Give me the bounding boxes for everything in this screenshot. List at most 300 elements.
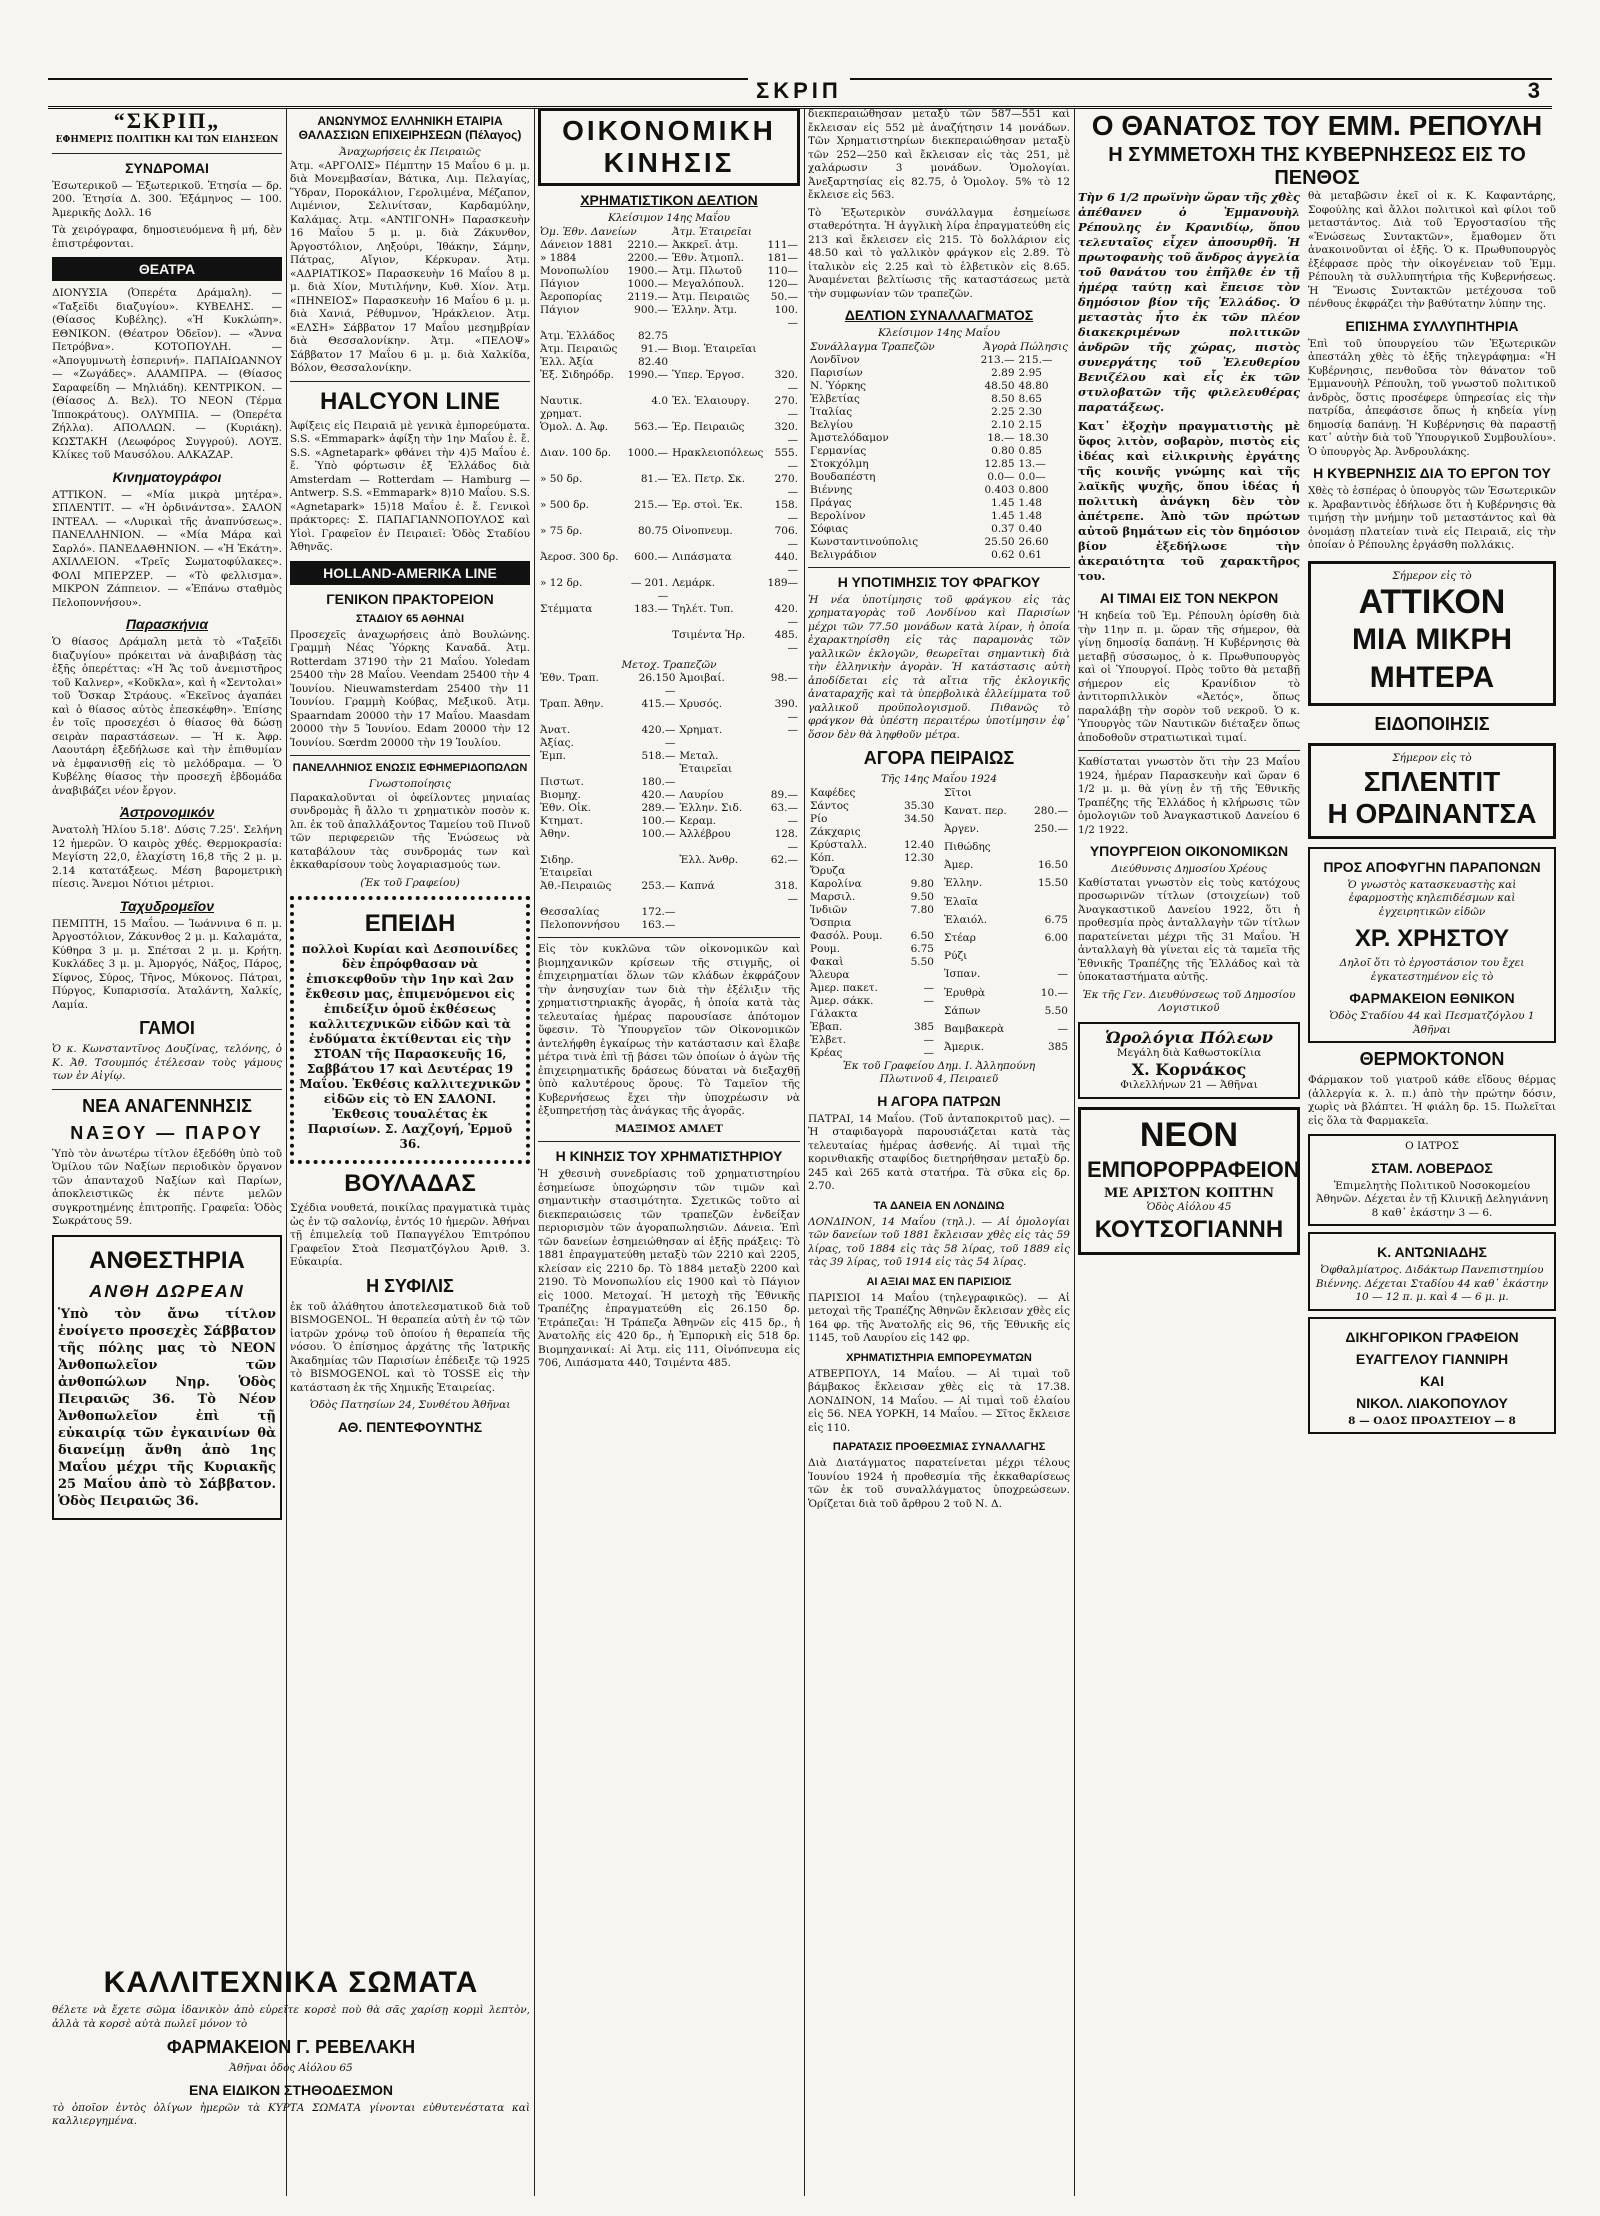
table-cell: 25.50 — [984, 535, 1015, 548]
flowers-ad-text: Ὑπὸ τὸν ἄνω τίτλον ἐνοίγετο προσεχὲς Σάββατον τῆς πόλης μας τὸ ΝΕΟΝ Ἀνθοπωλεῖον τῶν ἀνθοπώλων Νηρ. Ὁδὸς Πειραιῶς 36. Τὸ Νέον Ἀνθοπωλεῖον ἐπὶ τῇ εὐκαιρίᾳ τῶν ἐγκαινίων θὰ διανείμῃ ἄνθη ἀπὸ 1ης Μαΐου μέχρι τῆς Κυριακῆς 25 Μαΐου ἀπὸ τὸ Σάββατον. Ὁδὸς Πειραιῶς 36. — [58, 1306, 276, 1509]
table-row — [942, 877, 1070, 895]
deadline-extension-heading: ΠΑΡΑΤΑΣΙΣ ΠΡΟΘΕΣΜΙΑΣ ΣΥΝΑΛΛΑΓΗΣ — [832, 1441, 1046, 1453]
table-row — [808, 484, 1070, 497]
table-cell: 81.— — [640, 472, 669, 485]
table-cell — [538, 629, 624, 655]
table-cell: 9.50 — [910, 890, 934, 903]
table-cell: » 50 δρ. — [540, 472, 583, 485]
table-row — [538, 854, 800, 880]
table-row — [538, 395, 800, 421]
table-cell: Κεραμ. — [679, 815, 717, 827]
doctor-ad-text: Ἐπιμελητὴς Πολιτικοῦ Νοσοκομείου Ἀθηνῶν. Δέχεται ἐν τῇ Κλινικῇ Δεληγιάννη 8 καθ᾽ ἑκάστην 3 — 6. — [1316, 1179, 1548, 1219]
death-lead-text: Τὴν 6 1/2 πρωϊνὴν ὥραν τῆς χθὲς ἀπέθανεν ὁ Ἐμμανουὴλ Ρέπουλης ἐν Κρανιδίῳ, ὅπου τελευταῖος εἶχεν ἀποσυρθῆ. Ἡ πρωτοφανὴς τοῦ ἄνδρος ἀγγελία τοῦ θανάτου του ἐπῆλθε ἐν τῇ ἡμέρᾳ ταύτῃ καὶ ἔπεισε τὸν δημόσιον βίον τῆς Ἑλλάδος. Ὁ μεταστὰς ἦτο ἐκ τῶν πλέον διακεκριμένων πολιτικῶν ἀνδρῶν τῆς χώρας, πιστὸς συνεργάτης τοῦ Ἐλευθερίου Βενιζέλου καὶ εἷς ἐκ τῶν στυλοβατῶν τῆς φιλελευθέρας παρατάξεως. — [1078, 190, 1300, 414]
table-row — [808, 904, 936, 917]
table-row — [538, 265, 800, 278]
table-cell: Ἀθην. — [540, 828, 570, 840]
complaint-ad — [1308, 847, 1556, 1044]
page-number: 3 — [1527, 78, 1540, 103]
notices-heading: ΕΙΔΟΠΟΙΗΣΙΣ — [1374, 714, 1490, 734]
death-headline-block — [1078, 108, 1556, 196]
table-cell — [677, 919, 765, 932]
table-cell: 2.89 — [991, 366, 1015, 379]
table-row — [942, 950, 1070, 968]
table-row — [538, 802, 800, 815]
table-cell — [1024, 787, 1070, 805]
table-row — [538, 330, 800, 343]
table-cell: 100.— — [641, 815, 676, 827]
table-cell: 420.— — [641, 789, 676, 801]
syphilis-text: ἐκ τοῦ ἀλάθητου ἀποτελεσματικοῦ διὰ τοῦ BISMOGENOL. Ἡ θεραπεία αὐτὴ ἐν τῷ τῶν ἰατρῶν χρόνῳ τοῦ ὁποίου ἡ θεραπεία τῆς νόσου. Ὁ ἐπίσημος ἀρχάτης τῆς Ἰατρικῆς Ἀκαδημίας τῶν Παρισίων ἐπέδειξε τῷ 1925 τὸ BISMOGENOL καὶ τὸ TOSSE εἰς τὴν κατάσταση ἐκ τῆς Χημικῆς Ἑταιρείας. — [290, 1300, 530, 1394]
table-row — [942, 1005, 1070, 1023]
subscriptions-text: Ἐσωτερικοῦ — Ἐξωτερικοῦ. Ἐτησία — δρ. 200. Ἐτησία Δ. 300. Ἑξάμηνος — 100. Ἀμερικῆς Δολλ. 16 — [52, 179, 282, 219]
table-cell: Ἀμερικ. — [944, 1041, 985, 1054]
subscriptions-note: Τὰ χειρόγραφα, δημοσιευόμενα ἢ μή, δὲν ἐπιστρέφονται. — [52, 224, 282, 250]
table-cell: 518.— — [641, 750, 676, 762]
shipping-company-heading: ΑΝΩΝΥΜΟΣ ΕΛΛΗΝΙΚΗ ΕΤΑΙΡΙΑ ΘΑΛΑΣΣΙΩΝ ΕΠΙΧΕΙΡΗΣΕΩΝ (Πέλαγος) — [298, 114, 522, 142]
table-row — [808, 432, 1070, 445]
syphilis-sign: ΑΘ. ΠΕΝΤΕΦΟΥΝΤΗΣ — [337, 1418, 483, 1435]
table-cell: Ἀτμ. Πειραιῶς — [672, 290, 750, 303]
table-cell: Βελγίου — [810, 418, 853, 431]
table-row — [808, 995, 936, 1008]
renaissance-text: Ὑπὸ τὸν ἀνωτέρω τίτλον ἐξεδόθη ὑπὸ τοῦ Ὁμίλου τῶν Ναξίων περιοδικὸν ὄργανον τῶν ἀπανταχοῦ Ναξίων καὶ Παρίων, ἀποκλειστικῶς ἐκ πέντε μελῶν συγκροτημένης ἐπιτροπῆς. Γραφεῖα: Ὁδὸς Σωκράτους 59. — [52, 1147, 282, 1227]
table-cell: 111— — [767, 238, 798, 251]
table-cell: Ἄλευρα — [810, 968, 850, 981]
table-row — [808, 1021, 936, 1034]
table-cell: 0.0— — [1018, 470, 1046, 483]
table-cell — [677, 906, 765, 919]
law-office-address: 8 — ΟΔΟΣ ΠΡΟΑΣΤΕΙΟΥ — 8 — [1348, 1414, 1516, 1427]
table-row — [808, 471, 1070, 484]
table-row — [538, 291, 800, 304]
table-cell: Ἐλ. Ἐλαιουργ. — [672, 394, 750, 407]
table-row — [942, 1023, 1070, 1041]
table-cell: 98.— — [770, 672, 798, 684]
table-cell: Κωνσταντινούπολις — [810, 535, 919, 548]
tailor-ad-sub: ΜΕ ΑΡΙΣΤΟΝ ΚΟΠΤΗΝ — [1103, 1185, 1275, 1201]
table-cell: 4.0 — [651, 394, 669, 407]
bank-shares-table — [538, 672, 800, 932]
table-cell: 12.85 — [984, 457, 1015, 470]
table-cell — [629, 854, 677, 880]
table-row — [538, 577, 800, 603]
clocks-ad-address: Φιλελλήνων 21 — Ἀθῆναι — [1120, 1079, 1258, 1091]
table-cell: Ἀξίας. — [540, 737, 574, 749]
stock-movement-continued: διεκπεραιώθησαν μεταξὺ τῶν 587—551 καὶ ἔκλεισαν εἰς 552 μὲ ἀναζήτησιν 14 μονάδων. Τῶν Χρηματιστηρίων διεκπεραιώθησαν μεταξὺ τῶν 252—250 καὶ ἔκλεισαν εἰς τὰς 251, μὲ χαλάρωσιν 3 μονάδων. Ὁμολογίαι. Ἀνεξαρτησίας εἰς 82.75, ὁ Ὁμολογ. 5% τὸ 12 ἔκλεισε εἰς 563. — [808, 108, 1070, 201]
table-row — [808, 354, 1070, 367]
splendid-ad-label: Σήμερον εἰς τὸ — [1392, 752, 1472, 764]
stock-bulletin-heading: ΧΡΗΜΑΤΙΣΤΙΚΟΝ ΔΕΛΤΙΟΝ — [580, 192, 758, 208]
clocks-ad-title: Ὡρολόγια Πόλεων — [1105, 1027, 1273, 1047]
forex-head-1: Συνάλλαγμα Τραπεζῶν — [810, 340, 935, 353]
table-row — [808, 510, 1070, 523]
table-cell: 390.— — [774, 698, 798, 723]
table-cell: 0.85 — [1018, 444, 1042, 457]
table-cell: Μαρσιλ. — [810, 890, 856, 903]
table-cell: 18.30 — [1018, 431, 1049, 444]
table-cell: 50.— — [770, 290, 798, 303]
table-cell: Γάλακτα — [810, 1007, 858, 1020]
forex-bulletin-heading: ΔΕΛΤΙΟΝ ΣΥΝΑΛΛΑΓΜΑΤΟΣ — [844, 307, 1034, 323]
table-cell: Δάνειον 1881 — [540, 238, 614, 251]
backstage-text: Ὁ θίασος Δράμαλη μετὰ τὸ «Ταξεῖδι διαζυγίου» πρόκειται νὰ ἀναβιβάσῃ τὰς ἐξῆς ὀπερέττας: «Ἡ Ἄς τοῦ ἀνεμιστῆρος τοῦ Καλνερ», «Κοῦκλα», καὶ ἡ «Σεντολαι» τοῦ Ὄσκαρ Στράους. «Ἐκεῖνος ἀγαπάει καὶ ὁ θίασος αὐτὸς ἐπεσκέφθη». Ἐπίσης ἐν τοῖς προσεχέσι ὁ θίασος θὰ δώσῃ σειρὰν παραστάσεων. — Ἡ κ. Ἀφρ. Λαουτάρη ἐξεδήλωσε καὶ τὴν ἐπιθυμίαν νὰ ἐμφανισθῇ εἰς τὸ μελόδραμα. — Ὁ Κυβέλης θίασος τὴν προσεχῆ ἑβδομάδα ἀναβιβάζει νέον ἔργον. — [52, 636, 282, 797]
bouladas-heading: ΒΟΥΛΑΔΑΣ — [344, 1170, 476, 1197]
table-cell: — — [787, 815, 798, 827]
table-cell: 270.— — [774, 472, 798, 498]
column-3 — [538, 108, 800, 2196]
table-cell: — — [923, 981, 934, 994]
table-cell: 82.75 — [638, 329, 669, 342]
mail-text: ΠΕΜΠΤΗ, 15 Μαΐου. — Ἰωάννινα 6 π. μ. Ἀργοστόλιον, Ζάκυνθος 2 μ. μ. Καλαμάτα, Κύθηρα 3 μ. μ. Σπέτσαι 2 μ. μ. Κρήτη. Κυκλάδες 3 μ. μ. Ἀμοργός, Νάξος, Πάρος, Σίφνος, Σύρος, Τῆνος, Μύκονος. Πάτραι, Πύργος, Κυπαρισσία. Ἀταλάντη, Χαλκίς, Λαμία. — [52, 917, 282, 1011]
table-cell: Μεγαλόπουλ. — [672, 277, 745, 290]
law-office-title: ΔΙΚΗΓΟΡΙΚΟΝ ΓΡΑΦΕΙΟΝ — [1345, 1328, 1519, 1345]
christou-address: Ὁδὸς Σταδίου 44 καὶ Πεσματζόγλου 1 Ἀθῆναι — [1329, 1010, 1535, 1036]
table-cell: 555.— — [774, 446, 798, 472]
exhibition-ad-text: πολλοὶ Κυρίαι καὶ Δεσποινίδες δὲν ἐπρόφθασαν νὰ ἐπισκεφθοῦν τὴν 1ην καὶ 2αν ἔκθεσιν μας, ἐπιμενόμενοι εἰς ἐπιδείξιν ὁμοῦ ἐκθέσεως καλλιτεχνικῶν εἰδῶν καὶ τὰ ἐνδύματα ἐκτίθενται εἰς τὴν ΣΤΟΑΝ τῆς Παρασκευῆς 16, Σαββάτου 17 καὶ Δευτέρας 19 Μαΐου. Ἐκθέσις καλλιτεχνικῶν εἰδῶν εἰς τὸ ΕΝ ΣΑΛΟΝΙ. Ἐκθεσις τουαλέτας ἐκ Παρισίων. Σ. Λαχζογή, Ἑρμοῦ 36. — [299, 942, 521, 1151]
table-cell: 0.62 — [991, 548, 1015, 561]
table-cell: 10.— — [1040, 986, 1068, 999]
flowers-ad-subtitle: ΑΝΘΗ ΔΩΡΕΑΝ — [89, 1280, 245, 1301]
table-cell: Ναυτικ. χρηματ. — [540, 394, 583, 420]
table-cell: 289.— — [641, 802, 676, 814]
table-cell — [765, 750, 800, 776]
table-cell: Ρουμ. — [810, 942, 840, 955]
economic-article-text: Εἰς τὸν κυκλῶνα τῶν οἰκονομικῶν καὶ βιομηχανικῶν κρίσεων τῆς στιγμῆς, οἱ ἐπιχειρηματίαι ὅλων τῶν κλάδων ἐκφράζουν τὴν ἀνησυχίαν των διὰ τὴν ἐξέλιξιν τῆς χρηματιστηριακῆς ἀγορᾶς, ἡ ὁποία κατὰ τὰς τελευταίας ἡμέρας παρουσίασε ἀπότομον ὕφεσιν. Τὸ Ὑπουργεῖον τῶν Οἰκονομικῶν ἀντελήφθη ἐγκαίρως τὴν κατάστασιν καὶ ἔλαβε μέτρα τινὰ ἐπὶ τῇ βάσει τῶν ὁποίων ὁ ἀγὼν τῆς ἐπιχειρηματικῆς δράσεως δύναται νὰ διεξαχθῇ ὑπὸ καλυτέρους ὅρους. Τὸ Ταμεῖον τῆς Κυβερνήσεως ἔχει τὴν ὑποχρέωσιν νὰ ἐξυπηρετήσῃ τὰς ἀνάγκας τῆς ἀγορᾶς. — [538, 943, 800, 1117]
table-cell: Βουδαπέστη — [810, 470, 876, 483]
table-row — [808, 969, 936, 982]
table-cell: 91.— — [640, 342, 669, 355]
tailor-ad-title: ΝΕΟΝ — [1139, 1115, 1239, 1154]
table-cell: 26.60 — [1018, 535, 1049, 548]
table-row — [538, 737, 800, 750]
table-cell: Πελοποννήσου — [540, 919, 620, 931]
piraeus-left-table — [808, 787, 936, 1060]
table-cell: — — [787, 724, 798, 736]
table-row — [808, 930, 936, 943]
table-cell — [765, 919, 800, 932]
table-row — [942, 896, 1070, 914]
table-row — [808, 549, 1070, 562]
table-cell: 0.403 — [984, 483, 1015, 496]
doctor-ad-name: ΣΤΑΜ. ΛΟΒΕΡΔΟΣ — [1371, 1159, 1493, 1176]
piraeus-market-heading: ΑΓΟΡΑ ΠΕΙΡΑΙΩΣ — [863, 748, 1015, 768]
table-cell: 110— — [767, 264, 798, 277]
table-cell: 48.50 — [984, 379, 1015, 392]
table-row — [538, 304, 800, 330]
condolence-text: Ἐπὶ τοῦ ὑπουργείου τῶν Ἐξωτερικῶν ἀπεστάλη χθὲς τὸ ἑξῆς τηλεγράφημα: «Ἡ Κυβέρνησις, πενθοῦσα τὸν θάνατον τοῦ Ἐμμανουὴλ Ρέπουλη, τοῦ γνωστοῦ πολιτικοῦ ἀνδρὸς, ὅστις προσέφερε ὑπηρεσίας εἰς τὴν πατρίδα, ἀπεφάσισε ὅπως ἡ κηδεία γίνῃ δημοσίᾳ δαπάνῃ. Ἡ Κυβέρνησις θὰ παραστῇ κατ᾽ αὐτὴν διὰ τοῦ Ὑπουργικοῦ Συμβουλίου». Ὁ ὑπουργὸς Ἀρ. Ἀνδρουλάκης. — [1308, 337, 1556, 458]
tailor-ad-owner: ΚΟΥΤΣΟΓΙΑΝΝΗ — [1094, 1216, 1284, 1243]
ministry-notice-extra: Καθίσταται γνωστὸν ὅτι τὴν 23 Μαΐου 1924, ἡμέραν Παρασκευὴν καὶ ὥραν 6 1/2 μ. μ. θὰ γίνῃ ἐν τῇ τῆς Ἐθνικῆς Τραπέζης τῆς Ἑλλάδος ἡ κλήρωσις τῶν ὁμολογιῶν τοῦ Ἀναγκαστικοῦ Δανείου 6 1/2 1922. — [1078, 756, 1300, 836]
table-row — [538, 239, 800, 252]
table-cell: Πάγιον — [540, 277, 580, 290]
table-cell: 2.10 — [991, 418, 1015, 431]
flowers-ad-title: ΑΝΘΕΣΤΗΡΙΑ — [89, 1246, 245, 1274]
table-cell: 13.— — [1018, 457, 1046, 470]
ministry-text: Καθίσταται γνωστὸν εἰς τοὺς κατόχους προσωρινῶν τίτλων (στοιχείων) τοῦ Ἀναγκαστικοῦ Δανείου 1922, ὅτι ἡ προθεσμία πρὸς ἀνταλλαγὴν τῶν τίτλων παρατείνεται μέχρι τῆς 31 Μαΐου. Ἡ ἀνταλλαγὴ θὰ γίνεται εἰς τὰ ταμεῖα τῆς Ἐθνικῆς Τραπέζης τῆς Ἑλλάδος καὶ τὰ ὑποκαταστήματα αὐτῆς. — [1078, 876, 1300, 983]
table-cell: Ἀεροπορίας — [540, 290, 603, 303]
holland-text: Προσεχεῖς ἀναχωρήσεις ἀπὸ Βουλώνης. Γραμμὴ Νέας Ὑόρκης Καναδᾶ. Ἀτμ. Rotterdam 37190 τὴν 21 Μαΐου. Yoledam 25400 τὴν 28 Μαΐου. Veendam 25400 τὴν 4 Ἰουνίου. Nieuwamsterdam 25400 τὴν 11 Ἰουνίου. Γραμμὴ Κούβας, Μεξικοῦ. Ἀτμ. Spaarndam 20000 τὴν 17 Μαΐου. Maasdam 20000 τὴν 5 Ἰουνίου. Edam 20000 τὴν 12 Ἰουνίου. Sœrdm 20000 τὴν 19 Ἰουλίου. — [290, 628, 530, 749]
economic-section-title: ΟΙΚΟΝΟΜΙΚΗ ΚΙΝΗΣΙΣ — [538, 108, 800, 186]
table-cell: 183.— — [634, 602, 669, 615]
table-cell: Ἐθν. Ἀτμοπλ. — [672, 251, 744, 264]
complaint-ad-title: ΠΡΟΣ ΑΠΟΦΥΓΗΝ ΠΑΡΑΠΟΝΩΝ — [1323, 858, 1541, 875]
bouladas-text: Σχέδια νουθετά, ποικίλας πραγματικὰ τιμὰς ὡς ἐν τῷ σαλονίῳ, ἐντός 10 ἡμερῶν. Ἀθήναι τῇ ἐπιμελείᾳ τοῦ Παπαγγέλου Ἐπιτρόπου Γραφεῖον Στοὰ Πεσματζόγλου Ἀριθ. 3. Εὐκαιρία. — [290, 1202, 530, 1268]
table-cell: » 500 δρ. — [540, 498, 589, 511]
table-cell: 100.— — [774, 303, 798, 329]
table-cell: Μεταλ. Ἑταιρεῖαι — [679, 750, 733, 775]
stock-movement-text: Ἡ χθεσινὴ συνεδρίασις τοῦ χρηματιστηρίου ἐσημείωσε ὑποχώρησιν τῶν τιμῶν καὶ σημαντικὴν στασιμότητα. Σχετικῶς τοῦτο αἱ διεκπεραιώσεις τῶν τραπεζῶν ἐνδείξαν περιορισμὸν τῶν ἀγοραπωλησιῶν. Δάνεια. Ἐπὶ τῶν δανείων ἐσημειώθησαν αἱ ἑξῆς πράξεις: Τὸ 1881 ἐπραγματεύθη μεταξὺ τῶν 2210 καὶ 2205, κλείσαν εἰς 2210 δρ. Τὸ 1884 μεταξὺ 2200 καὶ 2190. Τὸ Μονοπωλίου εἰς 1900 καὶ τὸ Πάγιον εἰς 1000. Μετοχαί. Ἡ μετοχὴ τῆς Ἐθνικῆς Τραπέζης ἐπραγματεύθη εἰς 26.150 δρ. Ἐτράπεζαι: Ἡ Τράπεζα Ἀθηνῶν εἰς 415 δρ., ἡ Ἀνατολῆς εἰς 420 δρ., ἡ Ἐμπορικὴ εἰς 518 δρ. Βιομηχανικαί: Αἱ Ἀτμ. εἰς 111, Οἰνόπνευμα εἰς 706, Λιπάσματα 440, Τσιμέντα 485. — [538, 1168, 800, 1369]
table-cell: Λεμάρκ. — [672, 576, 716, 589]
table-cell: 270.— — [774, 394, 798, 420]
economic-article-sign: ΜΑΞΙΜΟΣ ΑΜΛΕΤ — [615, 1122, 723, 1135]
holland-subheading: ΓΕΝΙΚΟΝ ΠΡΑΚΤΟΡΕΙΟΝ — [326, 590, 494, 607]
table-cell — [897, 787, 936, 800]
table-cell: 280.— — [1034, 804, 1068, 817]
table-row — [808, 943, 936, 956]
bank-shares-heading: Μετοχ. Τραπεζῶν — [621, 658, 717, 671]
commodity-exchange-heading: ΧΡΗΜΑΤΙΣΤΗΡΙΑ ΕΜΠΟΡΕΥΜΑΤΩΝ — [846, 1351, 1032, 1364]
table-row — [538, 750, 800, 776]
table-cell: 82.40 — [638, 355, 669, 368]
table-cell: 1900.— — [627, 264, 669, 277]
table-cell: Ἑλλην. — [944, 877, 983, 890]
table-cell: 900.— — [634, 303, 669, 316]
table-cell: 215.— — [1018, 353, 1053, 366]
masthead-subtitle: ΕΦΗΜΕΡΙΣ ΠΟΛΙΤΙΚΗ ΚΑΙ ΤΩΝ ΕΙΔΗΣΕΩΝ — [55, 135, 279, 145]
table-cell — [897, 1008, 936, 1021]
attikon-ad-film: ΜΙΑ ΜΙΚΡΗ ΜΗΤΕΡΑ — [1352, 623, 1512, 694]
table-cell: Στοκχόλμη — [810, 457, 869, 470]
table-cell: 0.800 — [1018, 483, 1049, 496]
table-row — [538, 447, 800, 473]
table-row — [808, 367, 1070, 380]
table-cell: 385 — [913, 1020, 934, 1033]
table-row — [942, 787, 1070, 805]
table-cell: Τηλέτ. Τυπ. — [672, 602, 734, 615]
table-cell: 2.25 — [991, 405, 1015, 418]
table-cell: Βιομ. Ἑταιρεῖαι — [672, 342, 757, 355]
table-cell: 8.65 — [1018, 392, 1042, 405]
table-cell — [1024, 896, 1070, 914]
funeral-honors-heading: ΑΙ ΤΙΜΑΙ ΕΙΣ ΤΟΝ ΝΕΚΡΟΝ — [1099, 590, 1279, 606]
table-row — [808, 852, 936, 865]
table-row — [808, 497, 1070, 510]
piraeus-market-sign: Ἐκ τοῦ Γραφείου Δημ. Ι. Ἀλληπούνη — [842, 1059, 1036, 1072]
table-cell: 2.15 — [1018, 418, 1042, 431]
table-cell: 0.61 — [1018, 548, 1042, 561]
table-row — [808, 1008, 936, 1021]
table-cell: 163.— — [641, 919, 676, 931]
table-row — [808, 787, 936, 800]
bond-rates-head-left: Ὁμ. Ἐθν. Δανείων — [540, 225, 637, 238]
astronomical-heading: Ἀστρονομικόν — [119, 804, 215, 820]
table-cell: Πιστωτ. — [540, 776, 584, 788]
table-cell: Ὄσπρια — [810, 916, 852, 929]
column-rule — [804, 108, 805, 2196]
table-cell: 15.50 — [1037, 877, 1068, 890]
table-cell: Τραπ. Ἀθην. — [540, 698, 604, 710]
table-row — [942, 968, 1070, 986]
table-cell — [765, 343, 800, 356]
table-cell: 63.— — [770, 802, 798, 814]
table-row — [808, 982, 936, 995]
piraeus-right-table — [942, 787, 1070, 1060]
death-body-text: Κατ᾽ ἐξοχὴν πραγματιστὴς μὲ ὕφος λιτὸν, σοβαρὸν, πιστὸς εἰς ἰδέας καὶ εἰλικρινὴς ἐργάτης τῆς κοινῆς γνώμης καὶ τῆς λαϊκῆς ψυχῆς, ὅπου ἰδέας ἡ πολιτικὴ ἀνάγκη δὲν τὸν ἀπέτρεπε. Ἀπὸ τῶν πρώτων αὐτοῦ βημάτων εἰς τὸν δημόσιον βίον ἐξεδήλωσε τὴν ἀκεραιότητα τοῦ χαρακτῆρος του. — [1078, 419, 1300, 583]
table-row — [808, 839, 936, 852]
table-row — [538, 880, 800, 906]
splendid-ad — [1308, 743, 1556, 839]
table-row — [808, 891, 936, 904]
bond-rates-table — [538, 226, 800, 655]
table-cell: Στέαρ — [944, 932, 976, 944]
table-cell: 1.48 — [1018, 509, 1042, 522]
table-cell — [897, 917, 936, 930]
table-cell: 0.37 — [991, 522, 1015, 535]
clocks-ad — [1078, 1022, 1300, 1099]
table-cell: — — [923, 1046, 934, 1059]
law-office-ad — [1308, 1317, 1556, 1435]
condolence-heading: ΕΠΙΣΗΜΑ ΣΥΛΛΥΠΗΤΗΡΙΑ — [1345, 317, 1519, 334]
theatres-heading: ΘΕΑΤΡΑ — [52, 257, 282, 281]
syphilis-heading: Η ΣΥΦΙΛΙΣ — [366, 1275, 454, 1296]
death-headline: Ο ΘΑΝΑΤΟΣ ΤΟΥ ΕΜΜ. ΡΕΠΟΥΛΗ — [1091, 110, 1543, 141]
table-cell: Ἀμερ. πακετ. — [810, 981, 878, 994]
astronomical-text: Ἀνατολὴ Ἡλίου 5.18'. Δύσις 7.25'. Σελήνη 12 ἡμερῶν. Ὁ καιρὸς χθές. Θερμοκρασία: Μεγίστη 22,0, ἐλαχίστη 16,8 τῆς 2 μ. μ. 2.14 κατατάξεως. Μέση βαρομετρικὴ πίεσις. Ἄνεμοι Νότιοι μέτριοι. — [52, 824, 282, 890]
table-cell: 420.— — [774, 602, 798, 628]
table-cell: Κανατ. περ. — [944, 804, 1007, 817]
table-cell: 706.— — [774, 524, 798, 550]
table-cell: 12.30 — [903, 851, 934, 864]
london-loans-text: ΛΟΝΔΙΝΟΝ, 14 Μαΐου (τηλ.). — Αἱ ὁμολογίαι τῶν δανείων τοῦ 1881 ἔκλεισαν χθὲς εἰς τὰς 59 λίρας, τοῦ 1884 εἰς τὰς 58 λίρας, τοῦ 1889 εἰς τὰς 39 λίρας, τοῦ 1914 εἰς τὰς 54 λίρας. — [808, 1215, 1070, 1268]
table-cell: Διαν. 100 δρ. — [540, 446, 612, 459]
government-work-heading: Η ΚΥΒΕΡΝΗΣΙΣ ΔΙΑ ΤΟ ΕΡΓΟΝ ΤΟΥ — [1313, 465, 1551, 481]
table-row — [808, 536, 1070, 549]
pharmacy-text: τὸ ὁποῖον ἐντὸς ὀλίγων ἡμερῶν τὰ ΚΥΡΤΑ ΣΩΜΑΤΑ γίνονται εὐθυτενέστατα καὶ καλλιεργημένα. — [52, 2101, 530, 2127]
table-cell: Ἐμπ. — [540, 750, 567, 762]
table-row — [538, 356, 800, 369]
table-cell — [670, 356, 765, 369]
table-cell: Καφέδες — [810, 786, 856, 799]
table-cell: 6.50 — [910, 929, 934, 942]
table-cell: 6.75 — [910, 942, 934, 955]
table-cell: 320.— — [774, 368, 798, 394]
table-cell: Βιομηχ. — [540, 789, 581, 801]
table-row — [808, 917, 936, 930]
table-cell: Ἰνδιῶν — [810, 903, 848, 916]
renaissance-heading: ΝΕΑ ΑΝΑΓΕΝΝΗΣΙΣ — [82, 1095, 252, 1116]
table-cell: Ἐξ. Σιδηρόδρ. — [540, 368, 614, 381]
commodity-exchange-text: ΑΤΒΕΡΠΟΥΛ, 14 Μαΐου. — Αἱ τιμαὶ τοῦ βάμβακος ἔκλεισαν χθὲς εἰς τὰ 17.38. ΛΟΝΔΙΝΟΝ, 14 Μαΐου. — Αἱ τιμαὶ τοῦ ἐλαίου εἰς 56. ΝΕΑ ΥΟΡΚΗ, 14 Μαΐου. — Σῖτος ἔκλεισε εἰς 110. — [808, 1367, 1070, 1434]
table-row — [538, 603, 800, 629]
newsvendors-text: Παρακαλοῦνται οἱ ὀφείλοντες μηνιαίας συνδρομὰς ἢ ἄλλο τι χρηματικὸν ποσὸν κ. λπ. ἐκ τοῦ ἀπαλλάξοντος Ταμείου τοῦ Πινοῦ τῶν περιφερειῶν τῆς Ἑνώσεως νὰ καταβάλουν τὰς συνδρομάς των καὶ ἐκκαθαρίσουν τοὺς λογαριασμούς των. — [290, 791, 530, 871]
table-cell: Βελιγράδιον — [810, 548, 877, 561]
masthead-name: “ΣΚΡΙΠ„ — [113, 108, 221, 133]
table-cell: Χρηματ. — [679, 724, 723, 736]
christou-text: Δηλοῖ ὅτι τὸ ἐργοστάσιον του ἔχει ἐγκατεστημένον εἰς τὸ — [1339, 957, 1525, 983]
table-cell: 5.50 — [1044, 1004, 1068, 1017]
column-5 — [1078, 190, 1300, 2196]
forex-bulletin-date: Κλείσιμον 14ης Μαΐου — [878, 327, 1000, 339]
newsvendors-heading: ΠΑΝΕΛΛΗΝΙΟΣ ΕΝΩΣΙΣ ΕΦΗΜΕΡΙΔΟΠΩΛΩΝ — [292, 762, 528, 774]
table-cell: Σιδηρ. Ἑταιρεῖαι — [540, 854, 593, 879]
table-row — [942, 823, 1070, 841]
table-row — [808, 523, 1070, 536]
table-cell: Σάπων — [944, 1004, 981, 1017]
table-cell: Λαυρίου — [679, 789, 724, 801]
table-cell: 600.— — [634, 550, 669, 563]
tailor-ad-address: Ὁδὸς Αἰόλου 45 — [1146, 1200, 1232, 1213]
funeral-honors-text: Ἡ κηδεία τοῦ Ἐμ. Ρέπουλη ὁρίσθη διὰ τὴν 11ην π. μ. ὥραν τῆς σήμερον, θὰ γίνῃ δημοσίᾳ δαπάνῃ. Ἡ Κυβέρνησις θὰ μεταβῇ σύσσωμος, ὁ κ. Πρωθυπουργὸς καὶ οἱ Ὑπουργοί. Πρὸς τοῦτο θὰ μεταβῇ σήμερον εἰς Κρανίδιον τὸ ἀντιτορπιλλικὸν «Ἀετός», ὅπως παραλάβῃ τὴν σορὸν τοῦ νεκροῦ. Ὁ κ. Ὑπουργὸς τῶν Ναυτικῶν διέταξεν ὅπως ἀποδοθοῦν στρατιωτικαὶ τιμαί. — [1078, 610, 1300, 744]
table-row — [538, 815, 800, 828]
table-cell: Στέμματα — [540, 602, 593, 615]
complaint-ad-text: Ὁ γνωστὸς κατασκευαστὴς καὶ ἐφαρμοστὴς κηλεπιδέσμων καὶ ἐγχειρητικῶν εἰδῶν — [1347, 878, 1517, 918]
table-row — [808, 393, 1070, 406]
table-cell: 34.50 — [903, 812, 934, 825]
table-cell: 80.75 — [638, 524, 669, 537]
table-cell: Ἐλαιόλ. — [944, 913, 988, 926]
table-row — [808, 878, 936, 891]
clocks-ad-name: Χ. Κορνάκος — [1131, 1060, 1247, 1079]
table-cell: 213.— — [980, 353, 1015, 366]
table-cell: Ἀθ.-Πειραιῶς — [540, 880, 612, 892]
table-cell: — — [1057, 1022, 1068, 1035]
subscriptions-heading: ΣΥΝΔΡΟΜΑΙ — [125, 159, 209, 176]
law-office-name-2: ΝΙΚΟΛ. ΛΙΑΚΟΠΟΥΛΟΥ — [1356, 1394, 1508, 1411]
attikon-ad-label: Σήμερον εἰς τὸ — [1392, 569, 1472, 582]
table-cell: Ἐρ. Πειραιῶς — [672, 420, 745, 433]
table-cell: Ἑλλην. Ἀτμ. — [672, 303, 738, 316]
table-cell: 1000.— — [627, 446, 669, 459]
table-cell: Παρισίων — [810, 366, 863, 379]
table-cell: 6.75 — [1044, 913, 1068, 926]
table-cell: Ἐλ. Πετρ. Σκ. — [672, 472, 745, 485]
stock-bulletin-date: Κλείσιμον 14ης Μαΐου — [608, 212, 730, 224]
table-cell: » 1884 — [540, 251, 577, 264]
table-cell: 1.45 — [991, 509, 1015, 522]
table-row — [808, 1034, 936, 1047]
table-cell: Ρίο — [810, 812, 828, 825]
table-cell: Ἀμερ. σάκκ. — [810, 994, 874, 1007]
table-cell: 1990.— — [627, 368, 669, 381]
forex-commentary: Τὸ Ἐξωτερικὸν συνάλλαγμα ἐσημείωσε σταθερότητα. Ἡ ἀγγλικὴ λίρα ἐπραγματεύθη εἰς 213 καὶ ἔκλεισεν εἰς 215. Τὸ δολλάριον εἰς 48.50 καὶ τὸ γαλλικὸν φράγκον εἰς 2.89. Τὸ ἰταλικὸν εἰς 2.25 καὶ τὸ ἑλβετικὸν εἰς 8.65. Ἀναμένεται βελτίωσις τῆς καταστάσεως μετὰ τὴν συμφωνίαν τῶν τραπεζῶν. — [808, 206, 1070, 300]
table-row — [538, 629, 800, 655]
table-cell: Κρύσταλλ. — [810, 838, 868, 851]
table-row — [808, 865, 936, 878]
table-row — [538, 369, 800, 395]
table-cell: 385 — [1047, 1041, 1068, 1054]
renaissance-subheading: ΝΑΞΟΥ — ΠΑΡΟΥ — [70, 1122, 264, 1143]
table-cell: 1.48 — [1018, 496, 1042, 509]
thermoktonon-heading: ΘΕΡΜΟΚΤΟΝΟΝ — [1359, 1049, 1505, 1069]
table-cell — [897, 826, 936, 839]
newspaper-title: ΣΚΡΙΠ — [748, 78, 850, 104]
franc-text: Ἡ νέα ὑποτίμησις τοῦ φράγκου εἰς τὰς χρηματαγορὰς τοῦ Λονδίνου καὶ Παρισίων μέχρι τῶν 77.50 μονάδων κατὰ λίραν, ἡ ὁποία ἐχαρακτηρίσθη εἰς τὰς παραμονὰς τῶν γαλλικῶν ἐκλογῶν, θεωρεῖται σημαντικὴ διὰ τὴν ἑλληνικὴν ἀγορὰν. Ἡ κατάστασις αὐτὴ ἀποδίδεται εἰς τὰ αἴτια τῆς ἐκλογικῆς ἀναταραχῆς καὶ τὰ ὑπερβολικὰ ἐλλείμματα τοῦ γαλλικοῦ προϋπολογισμοῦ. Πιθανῶς τὸ φράγκον θὰ ὑπέστη περαιτέρω ὑποτίμησιν ἐφ᾽ ὅσον δὲν θὰ ληφθοῦν μέτρα. — [808, 593, 1070, 741]
table-cell: Ρύζι — [944, 950, 968, 963]
table-cell: Ἀεροσ. 300 δρ. — [540, 550, 619, 563]
tailor-ad — [1078, 1107, 1300, 1256]
table-cell: Ἀκκρεῖ. ἀτμ. — [672, 238, 739, 251]
table-row — [808, 826, 936, 839]
table-row — [942, 859, 1070, 877]
table-cell: 89.— — [770, 789, 798, 801]
pharmacy-address: Ἀθῆναι ὁδὸς Αἰόλου 65 — [229, 2062, 353, 2074]
table-cell: Ἀλλέβρου — [679, 828, 731, 840]
holland-address: ΣΤΑΔΙΟΥ 65 ΑΘΗΝΑΙ — [355, 612, 465, 625]
table-cell: 26.150— — [638, 672, 676, 697]
thermoktonon-text: Φάρμακον τοῦ γιατροῦ κάθε εἴδους θέρμας (ἀλλεργία κ. λ. π.) ἀπὸ τὴν πρώτην δόσιν, χωρὶς νὰ βλάπτει. Ἡ φιάλη δρ. 15. Πωλεῖται εἰς ὅλα τὰ Φαρμακεῖα. — [1308, 1074, 1556, 1127]
table-cell: Βερολίνον — [810, 509, 866, 522]
table-row — [808, 380, 1070, 393]
